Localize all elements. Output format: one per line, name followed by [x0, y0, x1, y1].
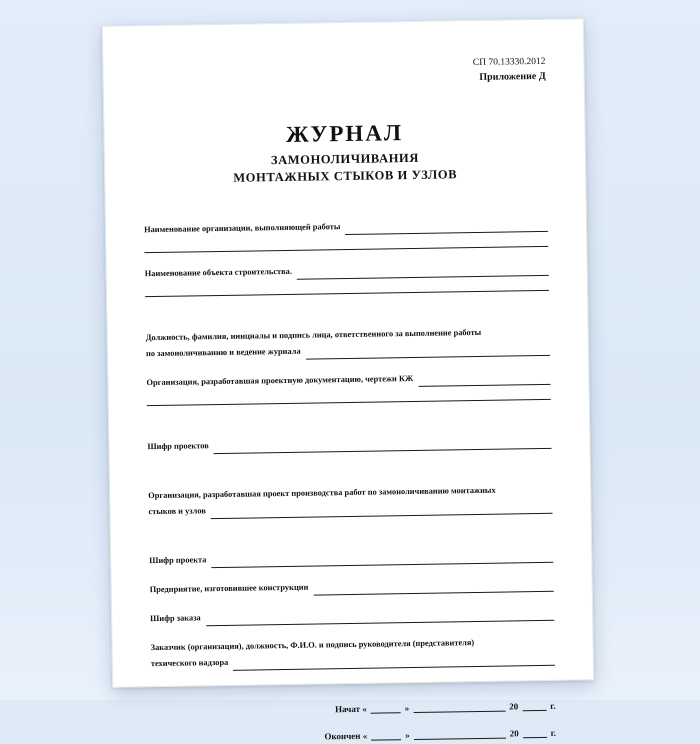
field-label: Должность, фамилия, инициалы и подпись лица, ответственного за выполнение работы [145, 327, 482, 343]
title-line-1: ЖУРНАЛ [285, 120, 404, 148]
document-header [141, 56, 545, 91]
document-title [142, 118, 547, 188]
form-field-customer-supervisor [150, 633, 554, 671]
year-suffix: г. [550, 700, 556, 711]
field-label: Шифр заказа [150, 613, 201, 623]
title-line-3: МОНТАЖНЫХ СТЫКОВ И УЗЛОВ [233, 167, 458, 185]
write-in-line[interactable] [313, 580, 553, 596]
standard-code: СП 70.13330.2012 [472, 56, 546, 69]
end-month-blank[interactable] [414, 727, 506, 739]
form-field-responsible-person [146, 324, 550, 362]
start-month-blank[interactable] [413, 700, 505, 712]
start-day-blank[interactable] [371, 702, 401, 713]
year-prefix: 20 [509, 700, 519, 712]
start-year-blank[interactable] [522, 700, 546, 711]
document-footer [152, 699, 557, 743]
year-prefix: 20 [509, 727, 519, 739]
field-label-second-line: по замоноличиванию и ведение журнала [145, 346, 301, 359]
form-field-design-organization [146, 369, 550, 406]
start-date-line [152, 699, 556, 716]
form-field-works-project-organization [148, 482, 552, 520]
field-label-second-line: техического надзора [150, 657, 229, 668]
field-label: Шифр проекта [149, 555, 207, 565]
end-year-blank[interactable] [523, 727, 547, 738]
appendix-label: Приложение Д [479, 70, 546, 83]
quote-close: » [405, 729, 410, 740]
title-line-2: ЗАМОНОЛИЧИВАНИЯ [270, 151, 420, 168]
field-label: Наименование организации, выполняющей работы [143, 222, 341, 235]
write-in-line[interactable] [345, 220, 548, 235]
field-label: Шифр проектов [147, 441, 209, 452]
end-date-line [152, 726, 556, 743]
write-in-line[interactable] [306, 344, 551, 360]
field-label: Заказчик (организация), должность, Ф.И.О. и подпись руководителя (представителя) [150, 637, 475, 652]
form-field-organization [144, 216, 548, 253]
end-day-blank[interactable] [371, 729, 401, 740]
form-field-order-code [150, 604, 554, 626]
field-label: Предприятие, изготовившее конструкции [149, 582, 309, 594]
year-suffix: г. [550, 727, 557, 738]
write-in-line[interactable] [211, 551, 553, 568]
write-in-line[interactable] [206, 608, 555, 625]
start-label: Начат « [335, 703, 367, 714]
quote-close: » [404, 702, 410, 713]
form-field-manufacturer [150, 576, 554, 598]
write-in-line[interactable] [418, 373, 550, 387]
end-label: Окончен « [324, 730, 368, 742]
field-label: Организация, разработавшая проект производства работ по замоноличиванию монтажных [148, 485, 496, 500]
document-sheet [102, 18, 594, 742]
field-label-second-line: стыков и узлов [148, 506, 206, 516]
form-field-object-name [145, 260, 549, 297]
field-label: Организация, разработавшая проектную документацию, чертежи КЖ [146, 373, 414, 388]
write-in-line[interactable] [214, 437, 552, 454]
field-label: Наименование объекта строительства. [144, 266, 293, 279]
write-in-line[interactable] [211, 502, 553, 519]
write-in-line[interactable] [297, 264, 549, 280]
write-in-line[interactable] [233, 653, 555, 670]
document-page [103, 19, 593, 742]
